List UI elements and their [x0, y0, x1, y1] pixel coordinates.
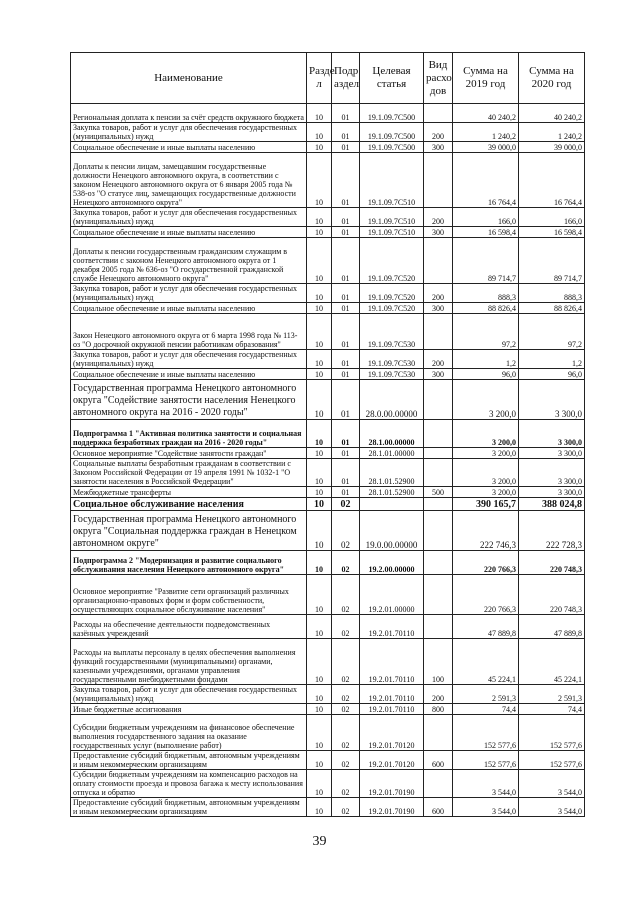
- row-target-article-cell: 19.2.01.70110: [360, 639, 424, 685]
- row-name-cell: Расходы на обеспечение деятельности подведомственных казённых учреждений: [71, 615, 307, 639]
- row-name-cell: Социальное обеспечение и иные выплаты населению: [71, 142, 307, 153]
- row-name-cell: Основное мероприятие "Развитие сети организаций различных организационно-правовых форм и форм собственности, осуществляющих социальное обслуживание населения": [71, 575, 307, 615]
- row-sum-2020-cell: 3 544,0: [519, 798, 585, 817]
- row-name-cell: Закон Ненецкого автономного округа от 6 марта 1998 года № 113-оз "О досрочной окружной пенсии работникам образования": [71, 314, 307, 350]
- row-razdel-cell: 10: [307, 420, 332, 448]
- row-podrazdel-cell: 02: [332, 751, 360, 770]
- table-row: [71, 123, 585, 142]
- table-row: [71, 498, 585, 511]
- table-row: [71, 420, 585, 448]
- row-expense-type-cell: 300: [424, 227, 453, 238]
- table-body: [71, 104, 585, 817]
- row-razdel-cell: 10: [307, 487, 332, 498]
- row-razdel-cell: 10: [307, 142, 332, 153]
- table-row: [71, 448, 585, 459]
- row-sum-2019-cell: 3 200,0: [453, 380, 519, 420]
- row-expense-type-cell: [424, 448, 453, 459]
- row-target-article-cell: 19.1.09.7С510: [360, 227, 424, 238]
- row-sum-2019-cell: 220 766,3: [453, 575, 519, 615]
- row-expense-type-cell: 100: [424, 639, 453, 685]
- row-sum-2020-cell: 16 598,4: [519, 227, 585, 238]
- row-podrazdel-cell: 02: [332, 639, 360, 685]
- row-expense-type-cell: 200: [424, 208, 453, 227]
- row-sum-2020-cell: 222 728,3: [519, 511, 585, 551]
- table-row: [71, 704, 585, 715]
- row-name-cell: Подпрограмма 1 "Активная политика занятости и социальная поддержка безработных граждан на 2016 - 2020 годы": [71, 420, 307, 448]
- row-expense-type-cell: [424, 459, 453, 487]
- table-row: [71, 551, 585, 575]
- row-sum-2019-cell: 2 591,3: [453, 685, 519, 704]
- row-name-cell: Основное мероприятие "Содействие занятости граждан": [71, 448, 307, 459]
- row-sum-2020-cell: 1,2: [519, 350, 585, 369]
- row-sum-2020-cell: 96,0: [519, 369, 585, 380]
- row-sum-2020-cell: 97,2: [519, 314, 585, 350]
- row-expense-type-cell: 500: [424, 487, 453, 498]
- row-target-article-cell: 19.0.00.00000: [360, 511, 424, 551]
- row-podrazdel-cell: 02: [332, 715, 360, 751]
- row-expense-type-cell: [424, 715, 453, 751]
- row-name-cell: Доплаты к пенсии государственным гражданским служащим в соответствии с законом Ненецкого автономного округа от 1 декабря 2005 года № 636-оз "О государственной гражданской службе Ненецкого автономного округа": [71, 238, 307, 284]
- row-sum-2019-cell: 166,0: [453, 208, 519, 227]
- row-razdel-cell: 10: [307, 208, 332, 227]
- row-name-cell: Социальные выплаты безработным гражданам в соответствии с Законом Российской Федерации от 19 апреля 1991 № 1032-1 "О занятости населения в Российской Федерации": [71, 459, 307, 487]
- row-sum-2019-cell: 152 577,6: [453, 751, 519, 770]
- table-row: [71, 208, 585, 227]
- row-expense-type-cell: 200: [424, 350, 453, 369]
- row-sum-2020-cell: 88 826,4: [519, 303, 585, 314]
- row-razdel-cell: 10: [307, 715, 332, 751]
- row-razdel-cell: 10: [307, 615, 332, 639]
- row-expense-type-cell: [424, 380, 453, 420]
- row-name-cell: Региональная доплата к пенсии за счёт средств окружного бюджета: [71, 104, 307, 123]
- row-podrazdel-cell: 02: [332, 704, 360, 715]
- row-razdel-cell: 10: [307, 104, 332, 123]
- row-expense-type-cell: [424, 153, 453, 208]
- row-target-article-cell: 19.1.09.7С510: [360, 208, 424, 227]
- row-target-article-cell: 19.2.00.00000: [360, 551, 424, 575]
- row-target-article-cell: 19.2.01.00000: [360, 575, 424, 615]
- row-name-cell: Расходы на выплаты персоналу в целях обеспечения выполнения функций государственными (муниципальными) органами, казенными учреждениями, органами управления государственными внебюджетными фондами: [71, 639, 307, 685]
- row-expense-type-cell: [424, 575, 453, 615]
- row-name-cell: Закупка товаров, работ и услуг для обеспечения государственных (муниципальных) нужд: [71, 350, 307, 369]
- row-sum-2019-cell: 222 746,3: [453, 511, 519, 551]
- row-podrazdel-cell: 02: [332, 498, 360, 511]
- header-podrazdel: Подр аздел: [332, 53, 360, 104]
- row-name-cell: Социальное обеспечение и иные выплаты населению: [71, 227, 307, 238]
- row-razdel-cell: 10: [307, 314, 332, 350]
- row-podrazdel-cell: 01: [332, 448, 360, 459]
- row-podrazdel-cell: 01: [332, 153, 360, 208]
- budget-table: [70, 52, 585, 817]
- row-target-article-cell: 28.0.00.00000: [360, 380, 424, 420]
- page-number: 39: [312, 834, 327, 849]
- row-razdel-cell: 10: [307, 498, 332, 511]
- table-row: [71, 369, 585, 380]
- row-expense-type-cell: 200: [424, 123, 453, 142]
- row-podrazdel-cell: 01: [332, 459, 360, 487]
- row-sum-2019-cell: 16 598,4: [453, 227, 519, 238]
- row-razdel-cell: 10: [307, 227, 332, 238]
- row-target-article-cell: 19.1.09.7С520: [360, 303, 424, 314]
- row-sum-2019-cell: 74,4: [453, 704, 519, 715]
- row-expense-type-cell: [424, 551, 453, 575]
- row-expense-type-cell: 800: [424, 704, 453, 715]
- header-expense-type: Вид расхо дов: [424, 53, 453, 104]
- row-expense-type-cell: [424, 314, 453, 350]
- row-name-cell: Закупка товаров, работ и услуг для обеспечения государственных (муниципальных) нужд: [71, 685, 307, 704]
- table-row: [71, 715, 585, 751]
- row-name-cell: Закупка товаров, работ и услуг для обеспечения государственных (муниципальных) нужд: [71, 123, 307, 142]
- row-razdel-cell: 10: [307, 123, 332, 142]
- row-podrazdel-cell: 01: [332, 420, 360, 448]
- row-podrazdel-cell: 01: [332, 284, 360, 303]
- row-razdel-cell: 10: [307, 511, 332, 551]
- row-podrazdel-cell: 02: [332, 511, 360, 551]
- row-sum-2020-cell: 3 300,0: [519, 448, 585, 459]
- row-sum-2019-cell: 3 544,0: [453, 770, 519, 798]
- row-target-article-cell: 19.1.09.7С530: [360, 369, 424, 380]
- row-target-article-cell: 19.1.09.7С500: [360, 142, 424, 153]
- row-podrazdel-cell: 02: [332, 551, 360, 575]
- row-razdel-cell: 10: [307, 238, 332, 284]
- row-sum-2019-cell: 89 714,7: [453, 238, 519, 284]
- row-expense-type-cell: 600: [424, 751, 453, 770]
- row-sum-2020-cell: 3 300,0: [519, 459, 585, 487]
- row-sum-2020-cell: 45 224,1: [519, 639, 585, 685]
- row-target-article-cell: 19.1.09.7С530: [360, 350, 424, 369]
- row-sum-2019-cell: 390 165,7: [453, 498, 519, 511]
- row-podrazdel-cell: 02: [332, 615, 360, 639]
- row-target-article-cell: [360, 498, 424, 511]
- row-name-cell: Иные бюджетные ассигнования: [71, 704, 307, 715]
- row-expense-type-cell: 200: [424, 685, 453, 704]
- row-sum-2020-cell: 2 591,3: [519, 685, 585, 704]
- row-sum-2020-cell: 888,3: [519, 284, 585, 303]
- row-razdel-cell: 10: [307, 685, 332, 704]
- row-razdel-cell: 10: [307, 153, 332, 208]
- row-name-cell: Доплаты к пенсии лицам, замещавшим государственные должности Ненецкого автономного округа, в соответствии с законом Ненецкого автономного округа от 6 января 2005 года № 538-оз "О статусе лиц, замещающих государственные должности Ненецкого автономного округа": [71, 153, 307, 208]
- table-row: [71, 487, 585, 498]
- row-razdel-cell: 10: [307, 380, 332, 420]
- row-podrazdel-cell: 01: [332, 227, 360, 238]
- row-target-article-cell: 19.2.01.70190: [360, 798, 424, 817]
- row-sum-2020-cell: 220 748,3: [519, 575, 585, 615]
- table-row: [71, 751, 585, 770]
- row-podrazdel-cell: 01: [332, 487, 360, 498]
- row-razdel-cell: 10: [307, 350, 332, 369]
- row-name-cell: Предоставление субсидий бюджетным, автономным учреждениям и иным некоммерческим организациям: [71, 751, 307, 770]
- row-razdel-cell: 10: [307, 369, 332, 380]
- row-sum-2019-cell: 3 200,0: [453, 420, 519, 448]
- row-podrazdel-cell: 01: [332, 104, 360, 123]
- row-target-article-cell: 19.1.09.7С520: [360, 284, 424, 303]
- row-expense-type-cell: 300: [424, 142, 453, 153]
- row-sum-2020-cell: 3 544,0: [519, 770, 585, 798]
- row-podrazdel-cell: 01: [332, 208, 360, 227]
- row-sum-2019-cell: 1 240,2: [453, 123, 519, 142]
- row-sum-2019-cell: 97,2: [453, 314, 519, 350]
- row-sum-2020-cell: 1 240,2: [519, 123, 585, 142]
- row-podrazdel-cell: 02: [332, 575, 360, 615]
- row-target-article-cell: 19.1.09.7С520: [360, 238, 424, 284]
- row-target-article-cell: 19.1.09.7С500: [360, 104, 424, 123]
- row-sum-2019-cell: 3 200,0: [453, 448, 519, 459]
- table-row: [71, 314, 585, 350]
- row-podrazdel-cell: 01: [332, 303, 360, 314]
- row-podrazdel-cell: 01: [332, 350, 360, 369]
- row-sum-2019-cell: 220 766,3: [453, 551, 519, 575]
- row-name-cell: Субсидии бюджетным учреждениям на компенсацию расходов на оплату стоимости проезда и провоза багажа к месту использования отпуска и обратно: [71, 770, 307, 798]
- row-podrazdel-cell: 01: [332, 142, 360, 153]
- row-sum-2020-cell: 74,4: [519, 704, 585, 715]
- row-podrazdel-cell: 01: [332, 314, 360, 350]
- row-expense-type-cell: 600: [424, 798, 453, 817]
- row-sum-2020-cell: 166,0: [519, 208, 585, 227]
- row-podrazdel-cell: 02: [332, 770, 360, 798]
- row-target-article-cell: 28.1.01.52900: [360, 459, 424, 487]
- row-razdel-cell: 10: [307, 459, 332, 487]
- row-razdel-cell: 10: [307, 704, 332, 715]
- table-row: [71, 303, 585, 314]
- header-razdel: Разде л: [307, 53, 332, 104]
- row-razdel-cell: 10: [307, 575, 332, 615]
- row-sum-2019-cell: 888,3: [453, 284, 519, 303]
- table-row: [71, 104, 585, 123]
- row-expense-type-cell: [424, 770, 453, 798]
- row-razdel-cell: 10: [307, 798, 332, 817]
- row-sum-2020-cell: 152 577,6: [519, 715, 585, 751]
- table-row: [71, 575, 585, 615]
- row-target-article-cell: 19.2.01.70110: [360, 615, 424, 639]
- table-row: [71, 798, 585, 817]
- row-expense-type-cell: [424, 420, 453, 448]
- row-name-cell: Субсидии бюджетным учреждениям на финансовое обеспечение выполнения государственного задания на оказание государственных услуг (выполнение работ): [71, 715, 307, 751]
- row-target-article-cell: 28.1.01.00000: [360, 448, 424, 459]
- row-sum-2020-cell: 47 889,8: [519, 615, 585, 639]
- row-sum-2019-cell: 45 224,1: [453, 639, 519, 685]
- row-target-article-cell: 19.2.01.70120: [360, 751, 424, 770]
- table-row: [71, 238, 585, 284]
- row-expense-type-cell: 300: [424, 369, 453, 380]
- row-razdel-cell: 10: [307, 303, 332, 314]
- row-expense-type-cell: [424, 511, 453, 551]
- row-sum-2019-cell: 3 200,0: [453, 487, 519, 498]
- row-name-cell: Межбюджетные трансферты: [71, 487, 307, 498]
- row-podrazdel-cell: 01: [332, 369, 360, 380]
- row-target-article-cell: 19.2.01.70190: [360, 770, 424, 798]
- row-target-article-cell: 19.2.01.70110: [360, 685, 424, 704]
- row-expense-type-cell: 200: [424, 284, 453, 303]
- row-sum-2020-cell: 89 714,7: [519, 238, 585, 284]
- table-header-row: [71, 53, 585, 104]
- row-sum-2019-cell: 16 764,4: [453, 153, 519, 208]
- row-name-cell: Подпрограмма 2 "Модернизация и развитие социального обслуживания населения Ненецкого автономного округа": [71, 551, 307, 575]
- row-sum-2019-cell: 1,2: [453, 350, 519, 369]
- table-row: [71, 142, 585, 153]
- row-razdel-cell: 10: [307, 770, 332, 798]
- row-sum-2020-cell: 40 240,2: [519, 104, 585, 123]
- table-row: [71, 459, 585, 487]
- row-sum-2019-cell: 47 889,8: [453, 615, 519, 639]
- row-sum-2019-cell: 152 577,6: [453, 715, 519, 751]
- table-row: [71, 511, 585, 551]
- row-podrazdel-cell: 01: [332, 380, 360, 420]
- row-name-cell: Предоставление субсидий бюджетным, автономным учреждениям и иным некоммерческим организациям: [71, 798, 307, 817]
- table-row: [71, 770, 585, 798]
- row-razdel-cell: 10: [307, 551, 332, 575]
- row-sum-2020-cell: 220 748,3: [519, 551, 585, 575]
- row-razdel-cell: 10: [307, 751, 332, 770]
- row-target-article-cell: 19.1.09.7С530: [360, 314, 424, 350]
- row-name-cell: Социальное обеспечение и иные выплаты населению: [71, 303, 307, 314]
- row-sum-2020-cell: 152 577,6: [519, 751, 585, 770]
- row-target-article-cell: 28.1.00.00000: [360, 420, 424, 448]
- row-sum-2020-cell: 3 300,0: [519, 487, 585, 498]
- header-sum-2019: Сумма на 2019 год: [453, 53, 519, 104]
- row-sum-2019-cell: 96,0: [453, 369, 519, 380]
- row-podrazdel-cell: 01: [332, 123, 360, 142]
- row-podrazdel-cell: 02: [332, 798, 360, 817]
- row-expense-type-cell: [424, 238, 453, 284]
- row-sum-2019-cell: 3 544,0: [453, 798, 519, 817]
- table-row: [71, 615, 585, 639]
- row-razdel-cell: 10: [307, 448, 332, 459]
- row-razdel-cell: 10: [307, 284, 332, 303]
- row-expense-type-cell: [424, 104, 453, 123]
- row-name-cell: Государственная программа Ненецкого автономного округа "Содействие занятости населения Ненецкого автономного округа на 2016 - 2020 годы": [71, 380, 307, 420]
- row-name-cell: Социальное обеспечение и иные выплаты населению: [71, 369, 307, 380]
- row-name-cell: Закупка товаров, работ и услуг для обеспечения государственных (муниципальных) нужд: [71, 208, 307, 227]
- row-sum-2020-cell: 3 300,0: [519, 380, 585, 420]
- table-row: [71, 685, 585, 704]
- table-row: [71, 639, 585, 685]
- row-podrazdel-cell: 01: [332, 238, 360, 284]
- row-name-cell: Социальное обслуживание населения: [71, 498, 307, 511]
- table-row: [71, 153, 585, 208]
- row-expense-type-cell: [424, 498, 453, 511]
- row-target-article-cell: 19.1.09.7С500: [360, 123, 424, 142]
- header-target-article: Целевая статья: [360, 53, 424, 104]
- row-sum-2020-cell: 3 300,0: [519, 420, 585, 448]
- table-row: [71, 284, 585, 303]
- row-sum-2019-cell: 39 000,0: [453, 142, 519, 153]
- row-sum-2019-cell: 3 200,0: [453, 459, 519, 487]
- row-expense-type-cell: [424, 615, 453, 639]
- row-name-cell: Государственная программа Ненецкого автономного округа "Социальная поддержка граждан в Ненецком автономном округе": [71, 511, 307, 551]
- header-name: Наименование: [71, 53, 307, 104]
- row-sum-2020-cell: 39 000,0: [519, 142, 585, 153]
- row-name-cell: Закупка товаров, работ и услуг для обеспечения государственных (муниципальных) нужд: [71, 284, 307, 303]
- row-sum-2020-cell: 16 764,4: [519, 153, 585, 208]
- row-sum-2019-cell: 88 826,4: [453, 303, 519, 314]
- row-expense-type-cell: 300: [424, 303, 453, 314]
- table-row: [71, 227, 585, 238]
- row-target-article-cell: 19.2.01.70110: [360, 704, 424, 715]
- table-row: [71, 350, 585, 369]
- row-sum-2020-cell: 388 024,8: [519, 498, 585, 511]
- row-target-article-cell: 19.2.01.70120: [360, 715, 424, 751]
- row-sum-2019-cell: 40 240,2: [453, 104, 519, 123]
- row-target-article-cell: 19.1.09.7С510: [360, 153, 424, 208]
- header-sum-2020: Сумма на 2020 год: [519, 53, 585, 104]
- row-target-article-cell: 28.1.01.52900: [360, 487, 424, 498]
- row-razdel-cell: 10: [307, 639, 332, 685]
- row-podrazdel-cell: 02: [332, 685, 360, 704]
- table-row: [71, 380, 585, 420]
